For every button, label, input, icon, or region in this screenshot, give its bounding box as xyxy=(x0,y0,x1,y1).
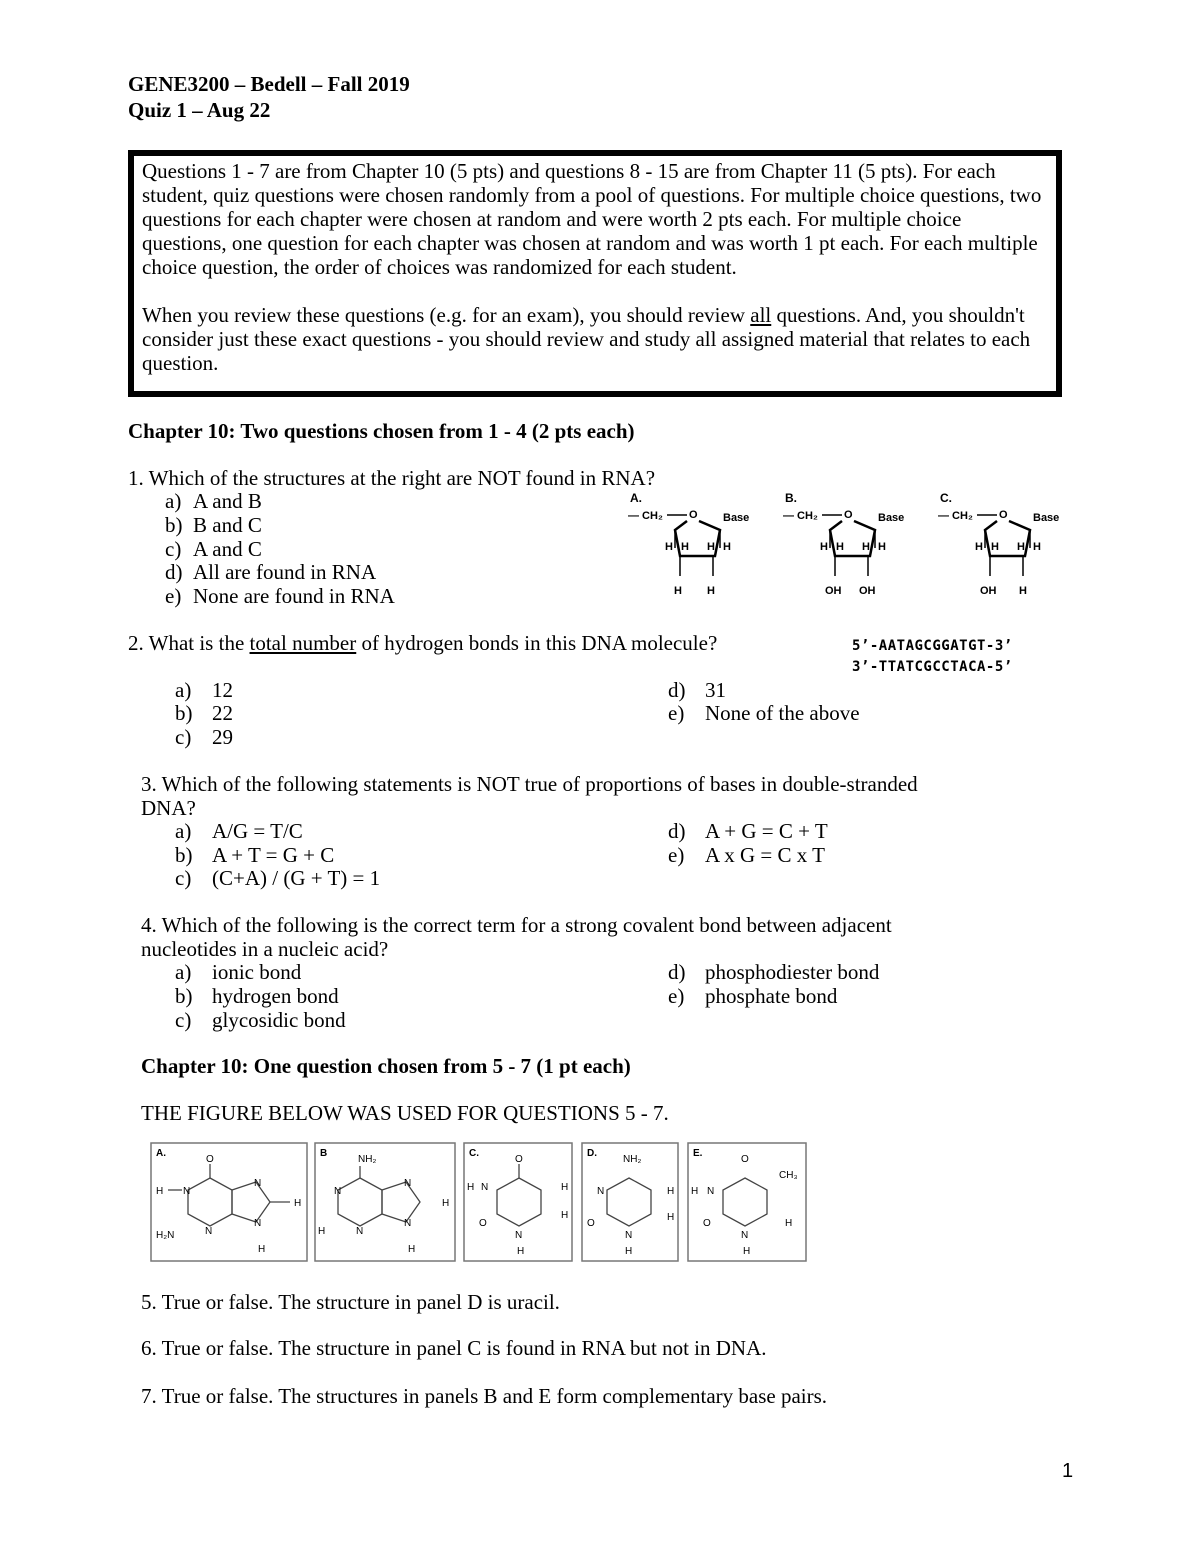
base-panel-a xyxy=(151,1143,307,1261)
question-3-line-1: 3. Which of the following statements is NOT true of proportions of bases in double-stranded xyxy=(141,772,918,796)
atom: H xyxy=(442,1198,450,1209)
course-title: GENE3200 – Bedell – Fall 2019 xyxy=(128,72,410,96)
atom: H₂N xyxy=(156,1230,175,1241)
atom: H xyxy=(667,1186,675,1197)
h-atom: H xyxy=(862,541,870,553)
option-letter: c) xyxy=(175,725,192,749)
atom: H xyxy=(156,1186,164,1197)
atom: N xyxy=(707,1186,715,1197)
sugar-panel-b xyxy=(783,491,904,597)
sugar-panel-c xyxy=(938,491,1059,597)
question-2 xyxy=(128,631,717,655)
h-atom: H xyxy=(1017,541,1025,553)
atom: N xyxy=(254,1178,262,1189)
q2-option-d[interactable] xyxy=(668,678,726,702)
bottom-group: OH xyxy=(859,585,876,597)
option-letter: d) xyxy=(668,678,686,702)
bottom-group: OH xyxy=(825,585,842,597)
ch2-group: — CH₂ xyxy=(783,510,818,522)
h-atom: H xyxy=(1033,541,1041,553)
bases-figure xyxy=(150,1142,808,1264)
option-text: 12 xyxy=(212,678,233,702)
panel-frame xyxy=(315,1143,455,1261)
question-4-line-1: 4. Which of the following is the correct term for a strong covalent bond between adjacent xyxy=(141,913,892,937)
option-text: B and C xyxy=(193,513,262,537)
q4-option-e[interactable] xyxy=(668,984,837,1008)
option-text: None of the above xyxy=(705,701,860,725)
option-text: A x G = C x T xyxy=(705,843,825,867)
dna-strand-top: 5’-AATAGCGGATGT-3’ xyxy=(852,638,1013,654)
base-label: Base xyxy=(1033,512,1060,524)
h-atom: H xyxy=(723,541,731,553)
option-text: ionic bond xyxy=(212,960,302,984)
figure-caption: THE FIGURE BELOW WAS USED FOR QUESTIONS 5 - 7. xyxy=(141,1101,669,1125)
question-4-line-2: nucleotides in a nucleic acid? xyxy=(141,937,389,961)
q2-option-a[interactable] xyxy=(175,678,233,702)
option-letter: d) xyxy=(165,560,183,584)
q4-option-d[interactable] xyxy=(668,960,879,984)
panel-label: B xyxy=(320,1148,328,1159)
option-text: hydrogen bond xyxy=(212,984,339,1008)
q1-option-e[interactable] xyxy=(165,584,395,608)
question-5: 5. True or false. The structure in panel D is uracil. xyxy=(141,1290,560,1314)
atom: H xyxy=(258,1244,266,1255)
ch2-group: — CH₂ xyxy=(938,510,973,522)
instructions-box xyxy=(128,150,1062,397)
atom: CH₃ xyxy=(779,1170,798,1181)
option-text: A + T = G + C xyxy=(212,843,335,867)
atom: N xyxy=(741,1230,749,1241)
option-letter: e) xyxy=(668,843,685,867)
bottom-group: H xyxy=(674,585,682,597)
option-letter: a) xyxy=(175,819,192,843)
q3-option-c[interactable] xyxy=(175,866,380,890)
ring xyxy=(382,1182,420,1222)
quiz-title: Quiz 1 – Aug 22 xyxy=(128,98,271,122)
q2-text-underlined: total number xyxy=(249,631,357,655)
panel-label: A. xyxy=(156,1148,166,1159)
option-text: 31 xyxy=(705,678,726,702)
option-letter: c) xyxy=(175,1008,192,1032)
panel-label: C. xyxy=(940,491,952,505)
q2-text-end: of hydrogen bonds in this DNA molecule? xyxy=(356,631,718,655)
panel-label: C. xyxy=(469,1148,479,1159)
ring xyxy=(607,1178,651,1226)
q4-option-a[interactable] xyxy=(175,960,301,984)
atom: N xyxy=(625,1230,633,1241)
base-panel-b xyxy=(315,1143,455,1261)
h-atom: H xyxy=(836,541,844,553)
atom: O xyxy=(703,1218,711,1229)
h-atom: H xyxy=(878,541,886,553)
option-text: All are found in RNA xyxy=(193,560,377,584)
bottom-group: H xyxy=(1019,585,1027,597)
option-text: A and B xyxy=(193,489,262,513)
option-text: A and C xyxy=(193,537,262,561)
ring xyxy=(497,1178,541,1226)
dna-strand-bottom: 3’-TTATCGCCTACA-5’ xyxy=(852,659,1013,675)
q1-option-a[interactable] xyxy=(165,489,262,513)
atom: H xyxy=(294,1198,302,1209)
option-letter: c) xyxy=(165,537,182,561)
option-letter: b) xyxy=(165,513,183,537)
atom: N xyxy=(404,1218,412,1229)
ring xyxy=(723,1178,767,1226)
option-text: phosphate bond xyxy=(705,984,838,1008)
section-1-heading: Chapter 10: Two questions chosen from 1 - 4 (2 pts each) xyxy=(128,419,635,443)
atom: H xyxy=(785,1218,793,1229)
bottom-group: OH xyxy=(980,585,997,597)
atom: N xyxy=(481,1182,489,1193)
option-letter: b) xyxy=(175,701,193,725)
q3-option-d[interactable] xyxy=(668,819,828,843)
h-atom: H xyxy=(665,541,673,553)
q1-option-d[interactable] xyxy=(165,560,376,584)
h-atom: H xyxy=(707,541,715,553)
atom: H xyxy=(667,1212,675,1223)
q2-option-c[interactable] xyxy=(175,725,233,749)
option-letter: e) xyxy=(668,984,685,1008)
q2-option-b[interactable] xyxy=(175,701,233,725)
atom: H xyxy=(561,1182,569,1193)
atom: O xyxy=(741,1154,749,1165)
atom: H xyxy=(743,1246,751,1257)
option-text: (C+A) / (G + T) = 1 xyxy=(212,866,381,890)
option-text: None are found in RNA xyxy=(193,584,395,608)
option-letter: e) xyxy=(165,584,182,608)
option-text: 29 xyxy=(212,725,233,749)
atom: NH₂ xyxy=(623,1154,642,1165)
ch2-group: — CH₂ xyxy=(628,510,663,522)
atom: N xyxy=(183,1186,191,1197)
base-panel-d xyxy=(582,1143,678,1261)
option-letter: a) xyxy=(175,960,192,984)
option-letter: d) xyxy=(668,960,686,984)
panel-label: D. xyxy=(587,1148,597,1159)
atom: H xyxy=(691,1186,699,1197)
option-text: glycosidic bond xyxy=(212,1008,346,1032)
q2-option-e[interactable] xyxy=(668,701,860,725)
sugar-panel-a xyxy=(628,491,749,597)
h-atom: H xyxy=(681,541,689,553)
option-text: A/G = T/C xyxy=(212,819,303,843)
q1-option-b[interactable] xyxy=(165,513,262,537)
question-7: 7. True or false. The structures in panels B and E form complementary base pairs. xyxy=(141,1384,828,1408)
option-letter: c) xyxy=(175,866,192,890)
q3-option-a[interactable] xyxy=(175,819,303,843)
atom: H xyxy=(318,1226,326,1237)
bottom-group: H xyxy=(707,585,715,597)
base-panel-e xyxy=(688,1143,806,1261)
base-label: Base xyxy=(878,512,905,524)
option-letter: b) xyxy=(175,984,193,1008)
atom: O xyxy=(479,1218,487,1229)
ring-oxygen: O xyxy=(844,509,853,521)
q4-option-b[interactable] xyxy=(175,984,339,1008)
atom: N xyxy=(597,1186,605,1197)
option-letter: e) xyxy=(668,701,685,725)
instructions-p2-underlined: all xyxy=(750,303,772,327)
q3-option-b[interactable] xyxy=(175,843,334,867)
atom: O xyxy=(587,1218,595,1229)
atom: NH₂ xyxy=(358,1154,377,1165)
atom: H xyxy=(561,1210,569,1221)
base-panel-c xyxy=(464,1143,572,1261)
instructions-p2-start: When you review these questions (e.g. for an exam), you should review xyxy=(142,303,751,327)
ring-oxygen: O xyxy=(689,509,698,521)
atom: N xyxy=(254,1218,262,1229)
atom: N xyxy=(356,1226,364,1237)
q3-option-e[interactable] xyxy=(668,843,825,867)
atom: H xyxy=(467,1182,475,1193)
atom: O xyxy=(515,1154,523,1165)
h-atom: H xyxy=(975,541,983,553)
question-1: 1. Which of the structures at the right are NOT found in RNA? xyxy=(128,466,656,490)
ring xyxy=(188,1178,232,1226)
section-2-heading: Chapter 10: One question chosen from 5 - 7 (1 pt each) xyxy=(141,1054,631,1078)
panel-label: B. xyxy=(785,491,797,505)
h-atom: H xyxy=(991,541,999,553)
atom: N xyxy=(515,1230,523,1241)
panel-label: A. xyxy=(630,491,642,505)
question-3-line-2: DNA? xyxy=(141,796,196,820)
q1-option-c[interactable] xyxy=(165,537,262,561)
atom: N xyxy=(205,1226,213,1237)
option-text: phosphodiester bond xyxy=(705,960,880,984)
sugar-structures-figure xyxy=(625,488,1075,606)
q4-option-c[interactable] xyxy=(175,1008,346,1032)
ring xyxy=(232,1182,270,1222)
option-text: 22 xyxy=(212,701,233,725)
ring xyxy=(338,1178,382,1226)
atom: H xyxy=(408,1244,416,1255)
instructions-paragraph-2 xyxy=(142,303,1048,375)
h-atom: H xyxy=(820,541,828,553)
atom: N xyxy=(404,1178,412,1189)
ring-oxygen: O xyxy=(999,509,1008,521)
atom: H xyxy=(625,1246,633,1257)
question-6: 6. True or false. The structure in panel C is found in RNA but not in DNA. xyxy=(141,1336,767,1360)
atom: H xyxy=(517,1246,525,1257)
option-text: A + G = C + T xyxy=(705,819,828,843)
base-label: Base xyxy=(723,512,750,524)
option-letter: a) xyxy=(165,489,182,513)
panel-label: E. xyxy=(693,1148,703,1159)
page-number: 1 xyxy=(1062,1460,1074,1482)
instructions-p2-end: questions. And, you shouldn't consider just these exact questions - you should review and study all assigned material that relates to each question. xyxy=(142,303,1031,375)
option-letter: b) xyxy=(175,843,193,867)
option-letter: d) xyxy=(668,819,686,843)
q2-text-start: 2. What is the xyxy=(128,631,250,655)
atom: N xyxy=(334,1186,342,1197)
instructions-paragraph-1: Questions 1 - 7 are from Chapter 10 (5 pts) and questions 8 - 15 are from Chapter 11 (5 pts). For each student, quiz questions were chosen randomly from a pool of questions. For multiple choice questions, two questions for each chapter were chosen at random and were worth 2 pts each. For multiple choice questions, one question for each chapter was chosen at random and was worth 1 pt each. For each multiple choice question, the order of choices was randomized for each student. xyxy=(142,159,1042,279)
atom: O xyxy=(206,1154,214,1165)
option-letter: a) xyxy=(175,678,192,702)
